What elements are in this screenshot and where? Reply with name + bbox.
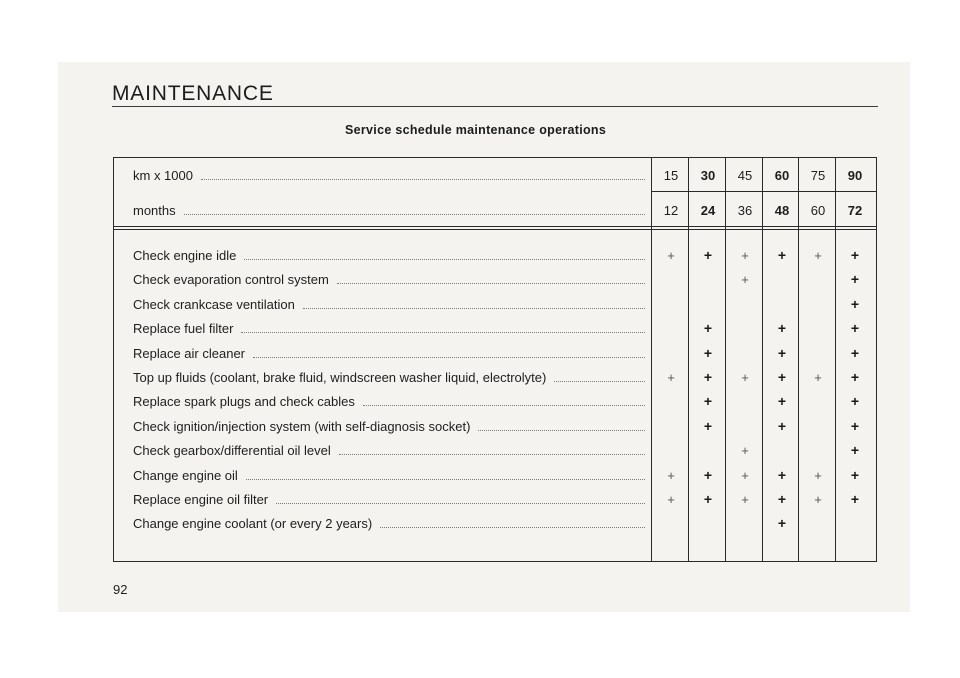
plus-mark: + — [703, 369, 713, 385]
plus-mark: + — [777, 320, 787, 336]
operation-label-text: Replace spark plugs and check cables — [133, 393, 355, 409]
operation-mark — [837, 488, 873, 510]
column-divider — [762, 157, 763, 562]
operation-label — [133, 415, 645, 437]
operation-mark — [837, 317, 873, 339]
operation-label-text: Check crankcase ventilation — [133, 296, 295, 312]
plus-mark: + — [741, 247, 749, 263]
dot-leader — [303, 307, 645, 309]
operation-mark — [764, 512, 800, 534]
plus-mark: + — [667, 247, 675, 263]
operation-mark — [690, 244, 726, 266]
operation-label-text: Replace engine oil filter — [133, 491, 269, 507]
plus-mark: + — [703, 320, 713, 336]
plus-mark: + — [814, 247, 822, 263]
row-divider — [113, 226, 877, 227]
operation-mark — [727, 464, 763, 486]
plus-mark: + — [850, 467, 860, 483]
operation-mark — [837, 244, 873, 266]
operation-mark — [764, 415, 800, 437]
operation-mark — [653, 244, 689, 266]
operation-mark — [800, 244, 836, 266]
months-row-label-text: months — [133, 202, 176, 218]
plus-mark: + — [703, 393, 713, 409]
row-divider — [113, 229, 877, 230]
months-interval-5: 72 — [847, 202, 863, 218]
operation-mark — [837, 293, 873, 315]
plus-mark: + — [850, 393, 860, 409]
plus-mark: + — [850, 491, 860, 507]
operation-label-text: Check engine idle — [133, 247, 237, 263]
plus-mark: + — [741, 369, 749, 385]
operation-mark — [764, 366, 800, 388]
plus-mark: + — [667, 467, 675, 483]
operation-mark — [764, 244, 800, 266]
operation-mark — [764, 390, 800, 412]
operation-label-text: Check evaporation control system — [133, 271, 329, 287]
row-divider — [651, 191, 877, 192]
dot-leader — [337, 282, 645, 284]
dot-leader — [380, 526, 645, 528]
operation-label-text: Check ignition/injection system (with self-diagnosis socket) — [133, 418, 471, 434]
title-rule — [112, 106, 878, 107]
plus-mark: + — [741, 467, 749, 483]
plus-mark: + — [777, 393, 787, 409]
operation-mark — [727, 268, 763, 290]
table-subtitle: Service schedule maintenance operations — [345, 123, 607, 137]
plus-mark: + — [777, 369, 787, 385]
km-interval-5: 90 — [847, 167, 863, 183]
operation-label-text: Change engine coolant (or every 2 years) — [133, 515, 373, 531]
operation-mark — [764, 342, 800, 364]
plus-mark: + — [850, 271, 860, 287]
operation-label-text: Change engine oil — [133, 467, 238, 483]
operation-mark — [800, 464, 836, 486]
plus-mark: + — [703, 418, 713, 434]
plus-mark: + — [741, 491, 749, 507]
dot-leader — [363, 404, 645, 406]
dot-leader — [554, 380, 645, 382]
operation-mark — [690, 390, 726, 412]
km-row-label-text: km x 1000 — [133, 167, 193, 183]
operation-mark — [727, 244, 763, 266]
plus-mark: + — [850, 442, 860, 458]
plus-mark: + — [850, 369, 860, 385]
months-interval-0: 12 — [663, 202, 679, 218]
operation-mark — [690, 342, 726, 364]
operation-mark — [837, 268, 873, 290]
operation-mark — [690, 366, 726, 388]
operation-mark — [837, 464, 873, 486]
operation-mark — [690, 488, 726, 510]
plus-mark: + — [850, 345, 860, 361]
dot-leader — [478, 429, 645, 431]
operation-mark — [653, 488, 689, 510]
operation-label — [133, 342, 645, 364]
operation-mark — [764, 464, 800, 486]
dot-leader — [253, 356, 645, 358]
operation-mark — [690, 415, 726, 437]
operation-mark — [837, 366, 873, 388]
plus-mark: + — [667, 491, 675, 507]
plus-mark: + — [703, 345, 713, 361]
operation-label — [133, 488, 645, 510]
km-interval-3: 60 — [774, 167, 790, 183]
column-divider — [725, 157, 726, 562]
plus-mark: + — [703, 491, 713, 507]
plus-mark: + — [777, 491, 787, 507]
km-interval-1: 30 — [700, 167, 716, 183]
operation-mark — [764, 488, 800, 510]
months-interval-2: 36 — [737, 202, 753, 218]
section-title: MAINTENANCE — [112, 82, 274, 105]
dot-leader — [184, 213, 645, 215]
plus-mark: + — [850, 247, 860, 263]
operation-label — [133, 317, 645, 339]
operation-mark — [800, 366, 836, 388]
plus-mark: + — [741, 442, 749, 458]
operation-mark — [837, 342, 873, 364]
column-divider — [798, 157, 799, 562]
plus-mark: + — [814, 369, 822, 385]
operation-mark — [727, 366, 763, 388]
km-row-label — [133, 164, 645, 186]
operation-label — [133, 512, 645, 534]
plus-mark: + — [703, 247, 713, 263]
dot-leader — [339, 453, 645, 455]
dot-leader — [201, 178, 645, 180]
plus-mark: + — [850, 296, 860, 312]
operation-label — [133, 390, 645, 412]
operation-mark — [800, 488, 836, 510]
column-divider — [688, 157, 689, 562]
months-interval-1: 24 — [700, 202, 716, 218]
km-interval-2: 45 — [737, 167, 753, 183]
dot-leader — [276, 502, 645, 504]
plus-mark: + — [741, 271, 749, 287]
plus-mark: + — [667, 369, 675, 385]
page-number: 92 — [113, 582, 128, 597]
plus-mark: + — [777, 467, 787, 483]
km-interval-4: 75 — [810, 167, 826, 183]
plus-mark: + — [814, 491, 822, 507]
operation-label-text: Replace fuel filter — [133, 320, 234, 336]
operation-mark — [653, 464, 689, 486]
km-interval-0: 15 — [663, 167, 679, 183]
operation-mark — [653, 366, 689, 388]
plus-mark: + — [703, 467, 713, 483]
plus-mark: + — [777, 345, 787, 361]
plus-mark: + — [850, 320, 860, 336]
column-divider — [651, 157, 652, 562]
operation-mark — [727, 488, 763, 510]
months-interval-4: 60 — [810, 202, 826, 218]
operation-label — [133, 244, 645, 266]
plus-mark: + — [777, 515, 787, 531]
operation-label — [133, 464, 645, 486]
operation-label — [133, 293, 645, 315]
operation-mark — [690, 464, 726, 486]
operation-label-text: Check gearbox/differential oil level — [133, 442, 331, 458]
plus-mark: + — [777, 418, 787, 434]
months-row-label — [133, 199, 645, 221]
months-interval-3: 48 — [774, 202, 790, 218]
dot-leader — [244, 258, 645, 260]
operation-label — [133, 439, 645, 461]
operation-mark — [837, 439, 873, 461]
operation-label-text: Top up fluids (coolant, brake fluid, windscreen washer liquid, electrolyte) — [133, 369, 547, 385]
plus-mark: + — [777, 247, 787, 263]
operation-label — [133, 366, 645, 388]
operation-label-text: Replace air cleaner — [133, 345, 246, 361]
operation-mark — [727, 439, 763, 461]
dot-leader — [246, 478, 645, 480]
operation-mark — [837, 390, 873, 412]
plus-mark: + — [814, 467, 822, 483]
plus-mark: + — [850, 418, 860, 434]
operation-label — [133, 268, 645, 290]
operation-mark — [690, 317, 726, 339]
dot-leader — [241, 331, 645, 333]
operation-mark — [764, 317, 800, 339]
operation-mark — [837, 415, 873, 437]
column-divider — [835, 157, 836, 562]
